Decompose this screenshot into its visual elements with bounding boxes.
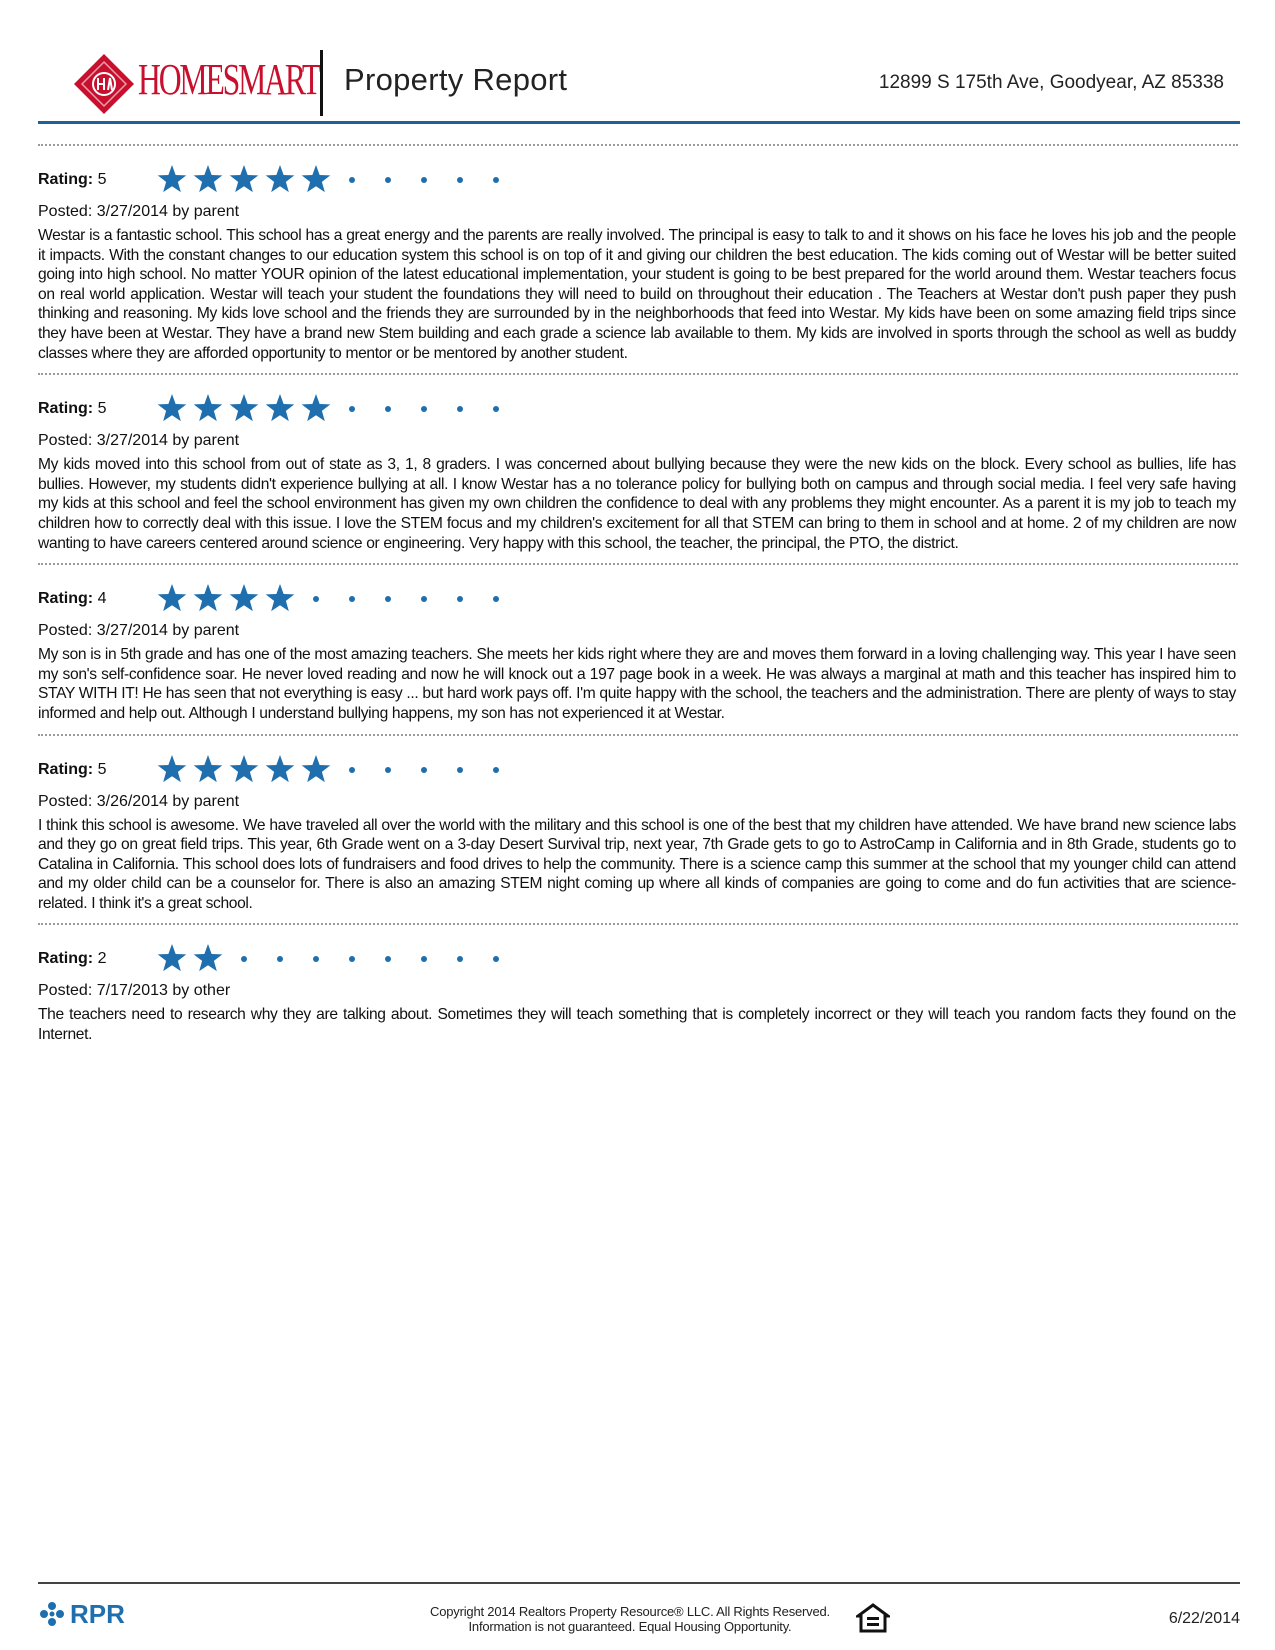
- star-rating: [156, 939, 536, 979]
- star-filled-icon: [230, 755, 259, 782]
- star-filled-icon: [194, 944, 223, 971]
- star-empty-dot: [349, 177, 355, 183]
- star-filled-icon: [266, 394, 295, 421]
- review-item: [38, 389, 1238, 553]
- star-empty-dot: [313, 596, 319, 602]
- rating-label: Rating: 5: [38, 760, 107, 778]
- star-rating: [156, 389, 536, 429]
- copyright-line: Copyright 2014 Realtors Property Resource® LLC. All Rights Reserved.: [430, 1604, 830, 1619]
- posted-line: Posted: 7/17/2013 by other: [38, 982, 231, 1000]
- star-filled-icon: [194, 755, 223, 782]
- rpr-logo: [38, 1596, 148, 1632]
- equal-housing-icon: [856, 1603, 890, 1633]
- star-empty-dot: [421, 177, 427, 183]
- star-empty-dot: [277, 956, 283, 962]
- star-empty-dot: [349, 406, 355, 412]
- star-empty-dot: [493, 767, 499, 773]
- review-text: The teachers need to research why they are talking about. Sometimes they will teach something that is completely incorrect or they will teach you random facts they found on the Internet.: [38, 1006, 1236, 1044]
- star-filled-icon: [158, 165, 187, 192]
- star-filled-icon: [302, 165, 331, 192]
- posted-by: by other: [172, 982, 231, 1000]
- report-date: 6/22/2014: [1168, 1610, 1240, 1627]
- star-empty-dot: [349, 596, 355, 602]
- review-text: My son is in 5th grade and has one of the most amazing teachers. She meets her kids right where they are and moves them forward in a loving challenging way. This year I have seen my son's self-confidence soar. He never loved reading and now he will knock out a 197 page book in a week. He was always a marginal at math and this teacher has inspired him to STAY WITH IT! He has seen that not everything is easy ... but hard work pays off. I'm quite happy with the school, the teachers and the administration. There are plenty of ways to stay informed and help out. Although I understand bullying happens, my son has not experienced it at Westar.: [38, 646, 1236, 722]
- star-empty-dot: [421, 767, 427, 773]
- homesmart-diamond-icon: [72, 52, 136, 116]
- star-filled-icon: [158, 394, 187, 421]
- rating-row: [38, 579, 1238, 619]
- star-empty-dot: [349, 956, 355, 962]
- posted-date: 7/17/2013: [96, 982, 168, 1000]
- star-empty-dot: [457, 956, 463, 962]
- star-empty-dot: [457, 406, 463, 412]
- rating-row: [38, 389, 1238, 429]
- posted-date: 3/27/2014: [96, 203, 168, 220]
- divider: [38, 563, 1238, 565]
- star-empty-dot: [385, 956, 391, 962]
- header-rule: [38, 121, 1240, 124]
- review-item: [38, 579, 1238, 723]
- divider: [38, 923, 1238, 925]
- divider: [38, 373, 1238, 375]
- posted-line: Posted: 3/27/2014 by parent: [38, 432, 240, 450]
- posted-by: by parent: [172, 432, 240, 450]
- star-rating: [156, 750, 536, 790]
- review-item: [38, 160, 1238, 363]
- disclaimer-line: Information is not guaranteed. Equal Housing Opportunity.: [468, 1619, 792, 1634]
- rating-label: Rating: 5: [38, 400, 107, 418]
- star-filled-icon: [158, 944, 187, 971]
- posted-line: Posted: 3/26/2014 by parent: [38, 792, 240, 810]
- star-filled-icon: [302, 755, 331, 782]
- rpr-dots-icon: [40, 1602, 64, 1626]
- star-empty-dot: [493, 596, 499, 602]
- star-filled-icon: [266, 584, 295, 611]
- homesmart-logo-text: HOMESMART: [138, 55, 320, 104]
- rating-value: 5: [97, 400, 107, 418]
- star-rating: [156, 579, 536, 619]
- posted-date: 3/27/2014: [96, 622, 168, 640]
- star-empty-dot: [385, 596, 391, 602]
- report-header: [38, 38, 1238, 122]
- rating-row: [38, 160, 1238, 200]
- star-filled-icon: [266, 165, 295, 192]
- star-rating: [156, 160, 536, 200]
- star-empty-dot: [349, 767, 355, 773]
- posted-by: by parent: [172, 203, 240, 220]
- page-title: Property Report: [344, 62, 568, 97]
- star-empty-dot: [385, 177, 391, 183]
- rating-label: Rating: 4: [38, 590, 107, 608]
- star-empty-dot: [493, 406, 499, 412]
- star-empty-dot: [493, 177, 499, 183]
- star-filled-icon: [158, 755, 187, 782]
- star-filled-icon: [302, 394, 331, 421]
- rpr-logo-text: RPR: [70, 1599, 125, 1629]
- star-filled-icon: [158, 584, 187, 611]
- homesmart-logo: [72, 50, 320, 116]
- posted-date: 3/27/2014: [96, 432, 168, 450]
- star-empty-dot: [421, 406, 427, 412]
- star-empty-dot: [385, 767, 391, 773]
- star-empty-dot: [385, 406, 391, 412]
- header-divider: [320, 50, 323, 116]
- rating-label: Rating: 5: [38, 171, 107, 188]
- rating-value: 5: [97, 760, 107, 778]
- divider: [38, 144, 1238, 146]
- star-filled-icon: [194, 584, 223, 611]
- copyright-notice: [380, 1604, 880, 1634]
- posted-line: Posted: 3/27/2014 by parent: [38, 203, 240, 220]
- review-text: Westar is a fantastic school. This school has a great energy and the parents are really involved. The principal is easy to talk to and it shows on his face he loves his job and the people it impacts. With the constant changes to our education system this school is on top of it and giving our children the best education. The kids coming out of Westar will be better suited going into high school. No matter YOUR opinion of the latest educational implementation, your student is going to be best prepared for the world around them. Westar teachers focus on real world application. Westar will teach your student the foundations they will need to build on throughout their education . The Teachers at Westar don't push paper they push thinking and reasoning. My kids love school and the friends they are surrounded by in the neighborhoods that feed into Westar. My kids have been on some amazing field trips since they have been at Westar. They have a brand new Stem building and each grade a science lab available to them. My kids are involved in sports through the school as well as buddy classes where they are afforded opportunity to mentor or be mentored by another student.: [38, 227, 1236, 362]
- star-filled-icon: [194, 165, 223, 192]
- posted-by: by parent: [172, 792, 240, 810]
- star-filled-icon: [230, 394, 259, 421]
- rating-value: 4: [97, 590, 107, 608]
- review-item: [38, 750, 1238, 914]
- star-filled-icon: [230, 165, 259, 192]
- star-empty-dot: [241, 956, 247, 962]
- star-empty-dot: [457, 767, 463, 773]
- posted-date: 3/26/2014: [96, 792, 168, 810]
- rating-value: 2: [97, 950, 107, 968]
- star-empty-dot: [421, 596, 427, 602]
- rating-row: [38, 750, 1238, 790]
- star-empty-dot: [493, 956, 499, 962]
- star-filled-icon: [266, 755, 295, 782]
- star-empty-dot: [421, 956, 427, 962]
- review-item: [38, 939, 1238, 1044]
- review-text: I think this school is awesome. We have traveled all over the world with the military and this school is one of the best that my children have attended. We have brand new science labs and they go on great field trips. This year, 6th Grade went on a 3-day Desert Survival trip, next year, 7th Grade gets to go to AstroCamp in California and in 8th Grade, students go to Catalina in California. This school does lots of fundraisers and food drives to help the community. There is a science camp this summer at the school that my younger child can attend and my older child can be a counselor for. There is also an amazing STEM night coming up where all kinds of companies are going to come and do fun activities that are science-related. I think it's a great school.: [38, 816, 1236, 912]
- posted-line: Posted: 3/27/2014 by parent: [38, 622, 240, 640]
- divider: [38, 734, 1238, 736]
- property-address: 12899 S 175th Ave, Goodyear, AZ 85338: [878, 72, 1224, 93]
- star-empty-dot: [457, 177, 463, 183]
- star-filled-icon: [230, 584, 259, 611]
- star-empty-dot: [457, 596, 463, 602]
- footer-rule: [38, 1582, 1240, 1584]
- posted-by: by parent: [172, 622, 240, 640]
- star-empty-dot: [313, 956, 319, 962]
- school-reviews: [38, 144, 1238, 1055]
- rating-label: Rating: 2: [38, 950, 107, 968]
- rating-row: [38, 939, 1238, 979]
- review-text: My kids moved into this school from out of state as 3, 1, 8 graders. I was concerned about bullying because they were the new kids on the block. Every school as bullies, life has bullies. However, my students didn't experience bullying at all. I know Westar has a no tolerance policy for bullying both on campus and through social media. I feel very safe having my kids at this school and feel the school environment has given my own children the confidence to deal with any problems they might encounter. As a parent it is my job to teach my children how to correctly deal with this issue. I love the STEM focus and my children's excitement for all that STEM can bring to them in school and at home. 2 of my children are now wanting to have careers centered around science or engineering. Very happy with this school, the teacher, the principal, the PTO, the district.: [38, 456, 1236, 552]
- rating-value: 5: [97, 171, 107, 188]
- star-filled-icon: [194, 394, 223, 421]
